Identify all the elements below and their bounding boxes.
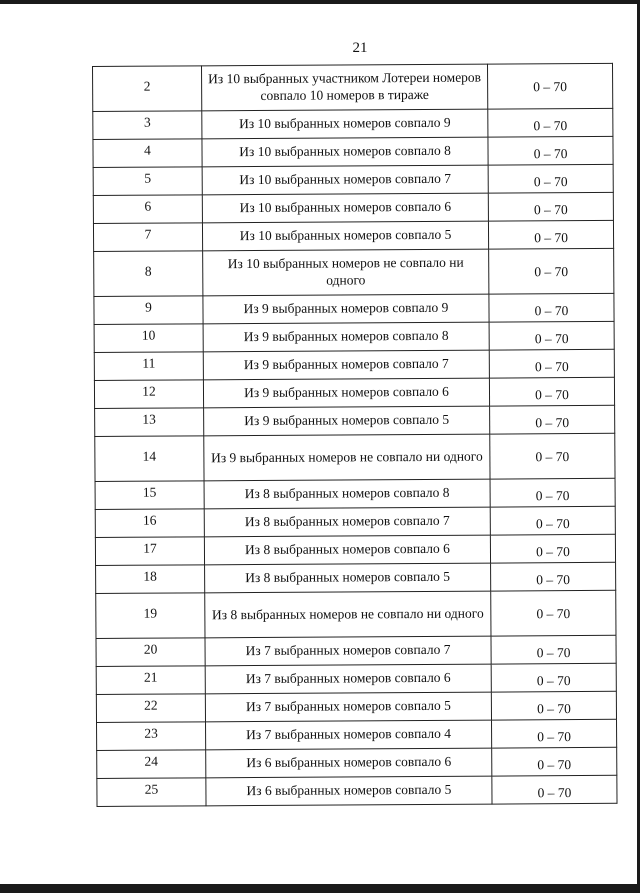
row-number: 3 bbox=[93, 111, 202, 140]
table-row bbox=[95, 534, 615, 565]
row-number: 22 bbox=[96, 694, 205, 723]
table-row bbox=[95, 506, 615, 537]
page-number: 21 bbox=[352, 40, 368, 56]
row-range: 0 – 70 bbox=[491, 691, 616, 720]
row-condition: Из 7 выбранных номеров совпало 6 bbox=[205, 664, 491, 694]
row-number: 6 bbox=[93, 195, 202, 224]
row-number: 11 bbox=[94, 352, 203, 381]
row-number: 5 bbox=[93, 167, 202, 196]
row-condition: Из 6 выбранных номеров совпало 5 bbox=[206, 776, 492, 806]
row-condition: Из 8 выбранных номеров совпало 8 bbox=[204, 479, 490, 509]
table-row bbox=[97, 719, 617, 750]
table-row bbox=[93, 164, 613, 195]
row-condition: Из 10 выбранных номеров совпало 9 bbox=[202, 109, 488, 139]
row-number: 18 bbox=[96, 565, 205, 594]
table-row bbox=[93, 192, 613, 223]
table-row bbox=[95, 405, 615, 436]
table-row bbox=[96, 663, 616, 694]
table-row bbox=[97, 775, 617, 806]
row-range: 0 – 70 bbox=[491, 635, 616, 664]
row-number: 8 bbox=[94, 251, 203, 297]
table-row bbox=[93, 136, 613, 167]
table-row bbox=[94, 321, 614, 352]
row-condition: Из 9 выбранных номеров совпало 8 bbox=[203, 322, 489, 352]
row-condition: Из 7 выбранных номеров совпало 4 bbox=[206, 720, 492, 750]
row-range: 0 – 70 bbox=[491, 562, 616, 591]
prize-table-body bbox=[93, 63, 618, 806]
row-number: 21 bbox=[96, 666, 205, 695]
row-number: 19 bbox=[96, 593, 205, 639]
row-number: 24 bbox=[97, 750, 206, 779]
scan-edge-top bbox=[0, 0, 640, 4]
row-number: 13 bbox=[95, 408, 204, 437]
row-condition: Из 10 выбранных номеров не совпало ни одного bbox=[203, 249, 489, 296]
row-range: 0 – 70 bbox=[488, 136, 613, 165]
table-row bbox=[93, 220, 613, 251]
row-condition: Из 10 выбранных участником Лотереи номеров совпало 10 номеров в тираже bbox=[202, 64, 488, 111]
table-row bbox=[96, 590, 616, 638]
row-range: 0 – 70 bbox=[490, 433, 615, 479]
row-condition: Из 8 выбранных номеров совпало 7 bbox=[204, 507, 490, 537]
row-number: 14 bbox=[95, 436, 204, 482]
row-condition: Из 7 выбранных номеров совпало 5 bbox=[205, 692, 491, 722]
row-condition: Из 9 выбранных номеров совпало 9 bbox=[203, 294, 489, 324]
row-condition: Из 9 выбранных номеров совпало 6 bbox=[203, 378, 489, 408]
row-range: 0 – 70 bbox=[489, 293, 614, 322]
table-row bbox=[96, 562, 616, 593]
row-range: 0 – 70 bbox=[489, 377, 614, 406]
row-range: 0 – 70 bbox=[490, 534, 615, 563]
row-range: 0 – 70 bbox=[490, 506, 615, 535]
row-range: 0 – 70 bbox=[492, 747, 617, 776]
row-range: 0 – 70 bbox=[489, 321, 614, 350]
table-row bbox=[93, 63, 613, 111]
table-row bbox=[96, 635, 616, 666]
row-number: 16 bbox=[95, 509, 204, 538]
table-row bbox=[94, 248, 614, 296]
row-condition: Из 10 выбранных номеров совпало 6 bbox=[202, 193, 488, 223]
row-condition: Из 10 выбранных номеров совпало 5 bbox=[202, 221, 488, 251]
row-condition: Из 9 выбранных номеров не совпало ни одного bbox=[204, 434, 490, 481]
row-range: 0 – 70 bbox=[488, 192, 613, 221]
row-number: 12 bbox=[94, 380, 203, 409]
row-range: 0 – 70 bbox=[490, 405, 615, 434]
table-row bbox=[93, 108, 613, 139]
row-number: 9 bbox=[94, 296, 203, 325]
table-row bbox=[94, 349, 614, 380]
row-number: 23 bbox=[97, 722, 206, 751]
row-range: 0 – 70 bbox=[487, 63, 612, 109]
row-condition: Из 8 выбранных номеров совпало 5 bbox=[205, 563, 491, 593]
row-condition: Из 10 выбранных номеров совпало 7 bbox=[202, 165, 488, 195]
row-number: 20 bbox=[96, 638, 205, 667]
prize-table bbox=[92, 63, 618, 807]
row-number: 7 bbox=[93, 223, 202, 252]
row-condition: Из 7 выбранных номеров совпало 7 bbox=[205, 636, 491, 666]
table-row bbox=[97, 747, 617, 778]
row-range: 0 – 70 bbox=[489, 349, 614, 378]
row-condition: Из 8 выбранных номеров не совпало ни одного bbox=[205, 591, 491, 638]
row-range: 0 – 70 bbox=[491, 663, 616, 692]
row-range: 0 – 70 bbox=[488, 108, 613, 137]
table-row bbox=[94, 293, 614, 324]
row-range: 0 – 70 bbox=[490, 478, 615, 507]
scan-edge-bottom bbox=[0, 884, 640, 893]
row-condition: Из 9 выбранных номеров совпало 7 bbox=[203, 350, 489, 380]
row-condition: Из 6 выбранных номеров совпало 6 bbox=[206, 748, 492, 778]
row-number: 25 bbox=[97, 778, 206, 807]
row-number: 15 bbox=[95, 481, 204, 510]
table-row bbox=[94, 377, 614, 408]
table-row bbox=[95, 478, 615, 509]
row-number: 10 bbox=[94, 324, 203, 353]
row-number: 4 bbox=[93, 139, 202, 168]
row-condition: Из 8 выбранных номеров совпало 6 bbox=[204, 535, 490, 565]
table-row bbox=[95, 433, 615, 481]
row-range: 0 – 70 bbox=[489, 248, 614, 294]
row-range: 0 – 70 bbox=[492, 775, 617, 804]
table-row bbox=[96, 691, 616, 722]
row-range: 0 – 70 bbox=[488, 164, 613, 193]
row-range: 0 – 70 bbox=[488, 220, 613, 249]
row-condition: Из 10 выбранных номеров совпало 8 bbox=[202, 137, 488, 167]
row-number: 2 bbox=[93, 66, 202, 112]
row-number: 17 bbox=[95, 537, 204, 566]
row-range: 0 – 70 bbox=[492, 719, 617, 748]
row-condition: Из 9 выбранных номеров совпало 5 bbox=[204, 406, 490, 436]
row-range: 0 – 70 bbox=[491, 590, 616, 636]
